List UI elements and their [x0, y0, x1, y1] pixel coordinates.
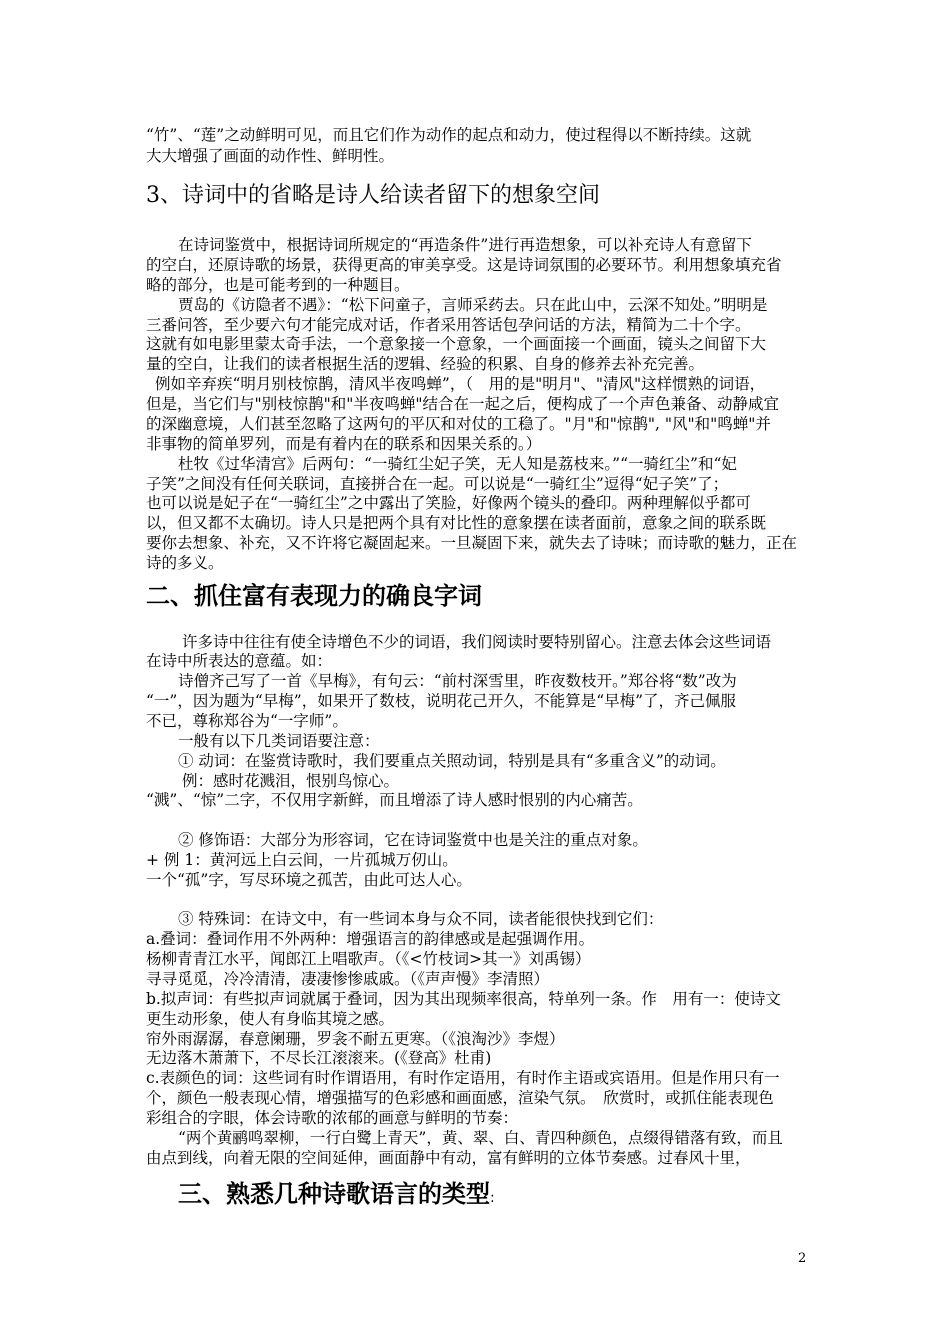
paragraph-line: 个，颜色一般表现心情，增强描写的色彩感和画面感，渲染气氛。 欣赏时，或抓住能表现色	[146, 1089, 774, 1107]
paragraph-line: 贾岛的《访隐者不遇》：“松下问童子，言师采药去。只在此山中，云深不知处。”明明是	[178, 296, 768, 314]
paragraph-line: “竹”、“莲”之动鲜明可见，而且它们作为动作的起点和动力，使过程得以不断持续。这就	[146, 126, 752, 144]
paragraph-line: 在诗中所表达的意蕴。如：	[146, 652, 333, 670]
paragraph-line: ① 动词：在鉴赏诗歌时，我们要重点关照动词，特别是具有“多重含义”的动词。	[178, 752, 726, 770]
paragraph-line: 杨柳青青江水平，闻郎江上唱歌声。（《<竹枝词>其一》刘禹锡）	[146, 950, 591, 968]
paragraph-line: ② 修饰语：大部分为形容词，它在诗词鉴赏中也是关注的重点对象。	[178, 831, 648, 849]
paragraph-line: 的深幽意境，人们甚至忽略了这两句的平仄和对仗的工稳了。"月"和"惊鹊", "风"和"鸣蝉"并	[146, 415, 771, 433]
paragraph-line: 更生动形象，使人有身临其境之感。	[146, 1010, 395, 1028]
paragraph-line: 许多诗中往往有使全诗增色不少的词语，我们阅读时要特别留心。注意去体会这些词语	[182, 633, 772, 651]
paragraph-line: 诗的多义。	[146, 554, 224, 572]
paragraph-line: 一个“孤”字，写尽环境之孤苦，由此可达人心。	[146, 871, 472, 889]
paragraph-line: 大大增强了画面的动作性、鲜明性。	[146, 147, 395, 165]
paragraph-line: 这就有如电影里蒙太奇手法，一个意象接一个意象，一个画面接一个画面，镜头之间留下大	[146, 335, 767, 353]
section-heading-3b-text: 三、熟悉几种诗歌语言的类型	[178, 1180, 490, 1208]
paragraph-line: 彩组合的字眼，体会诗歌的浓郁的画意与鲜明的节奏：	[146, 1109, 519, 1127]
paragraph-line: + 例 1：黄河远上白云间，一片孤城万仞山。	[146, 851, 458, 869]
paragraph-line: a.叠词：叠词作用不外两种：增强语言的韵律感或是起强调作用。	[146, 930, 595, 948]
paragraph-line: c.表颜色的词：这些词有时作谓语用，有时作定语用，有时作主语或宾语用。但是作用只有一	[146, 1069, 780, 1087]
section-heading-3: 3、诗词中的省略是诗人给读者留下的想象空间	[146, 183, 600, 208]
paragraph-line: 帘外雨潺潺，春意阑珊，罗衾不耐五更寒。（《浪淘沙》李煜）	[146, 1030, 565, 1048]
paragraph-line: “两个黄鹂鸣翠柳，一行白鹭上青天”，黄、翠、白、青四种颜色，点缀得错落有致，而且	[178, 1129, 783, 1147]
paragraph-line: 量的空白，让我们的读者根据生活的逻辑、经验的积累、自身的修养去补充完善。	[146, 355, 705, 373]
paragraph-line: “溅”、“惊”二字，不仅用字新鲜，而且增添了诗人感时恨别的内心痛苦。	[146, 791, 643, 809]
paragraph-line: 但是，当它们与"别枝惊鹊"和"半夜鸣蝉"结合在一起之后，便构成了一个声色兼备、动静咸宜	[146, 395, 780, 413]
paragraph-line: 的空白，还原诗歌的场景，获得更高的审美享受。这是诗词氛围的必要环节。利用想象填充省	[146, 256, 782, 274]
paragraph-line: 非事物的简单罗列，而是有着内在的联系和因果关系的。）	[146, 435, 542, 453]
paragraph-line: 在诗词鉴赏中，根据诗词所规定的“再造条件”进行再造想象，可以补充诗人有意留下	[178, 236, 752, 254]
page-number: 2	[798, 1251, 807, 1266]
paragraph-line: 以，但又都不太确切。诗人只是把两个具有对比性的意象摆在读者面前，意象之间的联系既	[146, 514, 767, 532]
paragraph-line: “一”，因为题为“早梅”，如果开了数枝，说明花己开久，不能算是“早梅”了，齐己佩服	[146, 692, 737, 710]
paragraph-line: 杜牧《过华清宫》后两句：“一骑红尘妃子笑，无人知是荔枝来。”“一骑红尘”和“妃	[178, 455, 737, 473]
paragraph-line: 由点到线，向着无限的空间延伸，画面静中有动，富有鲜明的立体节奏感。过春风十里，	[146, 1149, 751, 1167]
paragraph-line: b.拟声词：有些拟声词就属于叠词，因为其出现频率很高，特单列一条。作 用有一：使诗文	[146, 990, 781, 1008]
paragraph-line: 寻寻觅觅，冷冷清清，凄凄惨惨戚戚。（《声声慢》李清照）	[146, 970, 550, 988]
paragraph-line: 也可以说是妃子在“一骑红尘”之中露出了笑脸，好像两个镜头的叠印。两种理解似乎都可	[146, 494, 751, 512]
paragraph-line: 例如辛弃疾“明月别枝惊鹊，清风半夜鸣蝉”，（ 用的是"明月"、"清风"这样惯熟的词语，	[155, 375, 766, 393]
paragraph-line: 子笑”之间没有任何关联词，直接拼合在一起。可以说是“一骑红尘”逗得“妃子笑”了；	[146, 475, 729, 493]
paragraph-line: ③ 特殊词：在诗文中，有一些词本身与众不同，读者能很快找到它们：	[178, 910, 664, 928]
paragraph-line: 三番问答，至少要六句才能完成对话，作者采用答话包孕问话的方法，精简为二十个字。	[146, 316, 751, 334]
section-heading-3b-colon: :	[490, 1190, 495, 1206]
paragraph-line: 无边落木萧萧下，不尽长江滚滚来。(《登高》杜甫)	[146, 1049, 492, 1067]
paragraph-line: 诗僧齐己写了一首《早梅》，有句云：“前村深雪里，昨夜数枝开。”郑谷将“数”改为	[178, 672, 737, 690]
section-heading-3b	[178, 1180, 495, 1212]
section-heading-2: 二、抓住富有表现力的确良字词	[146, 582, 482, 610]
paragraph-line: 略的部分，也是可能考到的一种题目。	[146, 276, 410, 294]
paragraph-line: 要你去想象、补充，又不许将它凝固起来。一旦凝固下来，就失去了诗味；而诗歌的魅力，正在	[146, 534, 798, 552]
paragraph-line: 例：感时花溅泪，恨别鸟惊心。	[182, 772, 400, 790]
paragraph-line: 不已，尊称郑谷为“一字师”。	[146, 712, 348, 730]
paragraph-line: 一般有以下几类词语要注意：	[178, 732, 380, 750]
